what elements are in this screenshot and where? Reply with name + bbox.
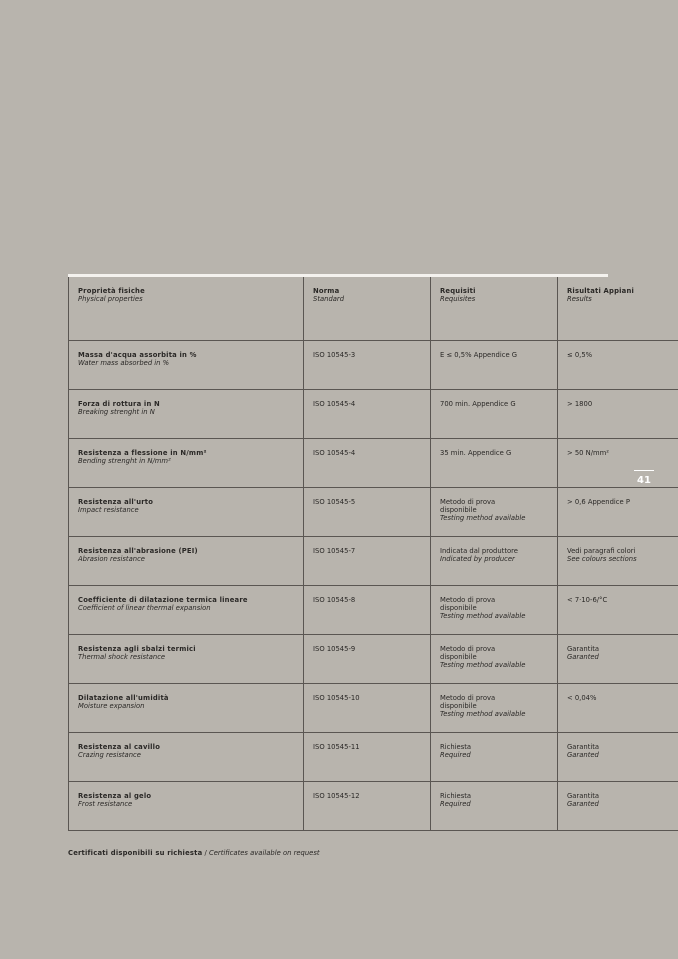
standard-cell-norm: ISO 10545-11 bbox=[313, 743, 360, 751]
standard-cell bbox=[304, 537, 431, 586]
requisite-cell-req2: disponibile bbox=[440, 506, 477, 514]
standard-cell-norm: ISO 10545-4 bbox=[313, 449, 356, 457]
result-cell bbox=[558, 390, 678, 439]
certificates-note-separator: / bbox=[202, 849, 209, 857]
property-cell-en: Water mass absorbed in % bbox=[78, 359, 170, 367]
physical-properties-table-container bbox=[68, 274, 637, 831]
standard-cell-norm: ISO 10545-3 bbox=[313, 351, 356, 359]
table-row bbox=[69, 341, 678, 390]
result-cell-res1: < 0,04% bbox=[567, 694, 597, 702]
result-cell-res1: Garantita bbox=[567, 743, 600, 751]
standard-cell-norm: ISO 10545-12 bbox=[313, 792, 360, 800]
property-cell bbox=[69, 782, 304, 831]
standard-cell bbox=[304, 635, 431, 684]
property-cell-en: Abrasion resistance bbox=[78, 555, 145, 563]
requisite-cell-req1: Richiesta bbox=[440, 743, 472, 751]
header-label-en: Physical properties bbox=[78, 295, 143, 303]
requisite-cell bbox=[431, 537, 558, 586]
header-label-it: Risultati Appiani bbox=[567, 287, 635, 295]
requisite-cell-req2: disponibile bbox=[440, 653, 477, 661]
requisite-cell bbox=[431, 390, 558, 439]
property-cell-it: Dilatazione all'umidità bbox=[78, 694, 169, 702]
result-cell-res2: Garanted bbox=[567, 653, 599, 661]
header-results bbox=[558, 277, 678, 341]
result-cell bbox=[558, 782, 678, 831]
property-cell-it: Resistenza al cavillo bbox=[78, 743, 161, 751]
requisite-cell-req1: Metodo di prova bbox=[440, 596, 496, 604]
result-cell-res1: ≤ 0,5% bbox=[567, 351, 593, 359]
result-cell-res1: < 7·10-6/°C bbox=[567, 596, 608, 604]
table-row bbox=[69, 782, 678, 831]
property-cell bbox=[69, 586, 304, 635]
property-cell-it: Resistenza all'urto bbox=[78, 498, 154, 506]
result-cell bbox=[558, 586, 678, 635]
standard-cell-norm: ISO 10545-7 bbox=[313, 547, 356, 555]
requisite-cell-req3: Required bbox=[440, 800, 471, 808]
result-cell bbox=[558, 439, 678, 488]
property-cell-en: Breaking strenght in N bbox=[78, 408, 155, 416]
result-cell-res1: > 1800 bbox=[567, 400, 593, 408]
requisite-cell bbox=[431, 586, 558, 635]
property-cell-it: Resistenza agli sbalzi termici bbox=[78, 645, 196, 653]
standard-cell bbox=[304, 782, 431, 831]
standard-cell-norm: ISO 10545-8 bbox=[313, 596, 356, 604]
requisite-cell-req1: E ≤ 0,5% Appendice G bbox=[440, 351, 518, 359]
header-properties bbox=[69, 277, 304, 341]
result-cell-res1: Garantita bbox=[567, 645, 600, 653]
table-row bbox=[69, 439, 678, 488]
standard-cell-norm: ISO 10545-5 bbox=[313, 498, 356, 506]
table-row bbox=[69, 684, 678, 733]
table-row bbox=[69, 635, 678, 684]
standard-cell bbox=[304, 586, 431, 635]
requisite-cell bbox=[431, 635, 558, 684]
requisite-cell-req1: Metodo di prova bbox=[440, 694, 496, 702]
property-cell bbox=[69, 390, 304, 439]
property-cell bbox=[69, 684, 304, 733]
requisite-cell-req1: Metodo di prova bbox=[440, 498, 496, 506]
table-header-row bbox=[69, 277, 678, 341]
requisite-cell-req1: Richiesta bbox=[440, 792, 472, 800]
page-number-rule bbox=[634, 470, 654, 471]
requisite-cell-req2: disponibile bbox=[440, 604, 477, 612]
property-cell bbox=[69, 341, 304, 390]
certificates-note bbox=[68, 849, 320, 857]
property-cell-en: Frost resistance bbox=[78, 800, 133, 808]
physical-properties-table bbox=[68, 277, 678, 831]
requisite-cell bbox=[431, 733, 558, 782]
requisite-cell bbox=[431, 782, 558, 831]
standard-cell bbox=[304, 733, 431, 782]
property-cell-it: Forza di rottura in N bbox=[78, 400, 160, 408]
table-row bbox=[69, 537, 678, 586]
property-cell-it: Coefficiente di dilatazione termica lineare bbox=[78, 596, 248, 604]
standard-cell bbox=[304, 684, 431, 733]
result-cell bbox=[558, 537, 678, 586]
result-cell-res1: Vedi paragrafi colori bbox=[567, 547, 636, 555]
header-label-en: Requisites bbox=[440, 295, 476, 303]
header-requisites bbox=[431, 277, 558, 341]
property-cell-en: Thermal shock resistance bbox=[78, 653, 166, 661]
table-row bbox=[69, 586, 678, 635]
property-cell-en: Impact resistance bbox=[78, 506, 139, 514]
requisite-cell bbox=[431, 488, 558, 537]
property-cell bbox=[69, 635, 304, 684]
result-cell bbox=[558, 341, 678, 390]
requisite-cell-req3: Testing method available bbox=[440, 612, 526, 620]
header-standard bbox=[304, 277, 431, 341]
header-label-it: Norma bbox=[313, 287, 340, 295]
requisite-cell-req3: Testing method available bbox=[440, 710, 526, 718]
result-cell bbox=[558, 733, 678, 782]
property-cell-en: Crazing resistance bbox=[78, 751, 141, 759]
table-row bbox=[69, 488, 678, 537]
result-cell-res1: > 0,6 Appendice P bbox=[567, 498, 630, 506]
certificates-note-en: Certificates available on request bbox=[209, 849, 320, 857]
result-cell-res2: Garanted bbox=[567, 751, 599, 759]
standard-cell bbox=[304, 439, 431, 488]
requisite-cell bbox=[431, 684, 558, 733]
property-cell-it: Massa d'acqua assorbita in % bbox=[78, 351, 197, 359]
requisite-cell-req3: Indicated by producer bbox=[440, 555, 515, 563]
property-cell-it: Resistenza a flessione in N/mm² bbox=[78, 449, 207, 457]
result-cell-res1: Garantita bbox=[567, 792, 600, 800]
result-cell-res1: > 50 N/mm² bbox=[567, 449, 610, 457]
property-cell-it: Resistenza al gelo bbox=[78, 792, 152, 800]
header-label-en: Results bbox=[567, 295, 592, 303]
table-row bbox=[69, 390, 678, 439]
property-cell-it: Resistenza all'abrasione (PEI) bbox=[78, 547, 198, 555]
requisite-cell-req1: 35 min. Appendice G bbox=[440, 449, 512, 457]
header-label-it: Requisiti bbox=[440, 287, 476, 295]
property-cell bbox=[69, 733, 304, 782]
standard-cell bbox=[304, 390, 431, 439]
requisite-cell bbox=[431, 341, 558, 390]
requisite-cell-req1: Indicata dal produttore bbox=[440, 547, 518, 555]
result-cell bbox=[558, 684, 678, 733]
standard-cell-norm: ISO 10545-10 bbox=[313, 694, 360, 702]
page-number bbox=[634, 470, 654, 486]
standard-cell bbox=[304, 341, 431, 390]
page-number-label: 41 bbox=[637, 475, 651, 486]
header-label-it: Proprietà fisiche bbox=[78, 287, 145, 295]
property-cell-en: Bending strenght in N/mm² bbox=[78, 457, 171, 465]
header-label-en: Standard bbox=[313, 295, 345, 303]
requisite-cell-req3: Testing method available bbox=[440, 661, 526, 669]
standard-cell bbox=[304, 488, 431, 537]
result-cell bbox=[558, 635, 678, 684]
property-cell bbox=[69, 488, 304, 537]
requisite-cell-req1: Metodo di prova bbox=[440, 645, 496, 653]
standard-cell-norm: ISO 10545-4 bbox=[313, 400, 356, 408]
standard-cell-norm: ISO 10545-9 bbox=[313, 645, 356, 653]
property-cell bbox=[69, 537, 304, 586]
certificates-note-it: Certificati disponibili su richiesta bbox=[68, 849, 203, 857]
result-cell bbox=[558, 488, 678, 537]
result-cell-res2: Garanted bbox=[567, 800, 599, 808]
property-cell-en: Coefficient of linear thermal expansion bbox=[78, 604, 211, 612]
result-cell-res2: See colours sections bbox=[567, 555, 637, 563]
property-cell bbox=[69, 439, 304, 488]
table-row bbox=[69, 733, 678, 782]
property-cell-en: Moisture expansion bbox=[78, 702, 145, 710]
requisite-cell-req1: 700 min. Appendice G bbox=[440, 400, 516, 408]
requisite-cell-req3: Testing method available bbox=[440, 514, 526, 522]
requisite-cell bbox=[431, 439, 558, 488]
requisite-cell-req2: disponibile bbox=[440, 702, 477, 710]
requisite-cell-req3: Required bbox=[440, 751, 471, 759]
